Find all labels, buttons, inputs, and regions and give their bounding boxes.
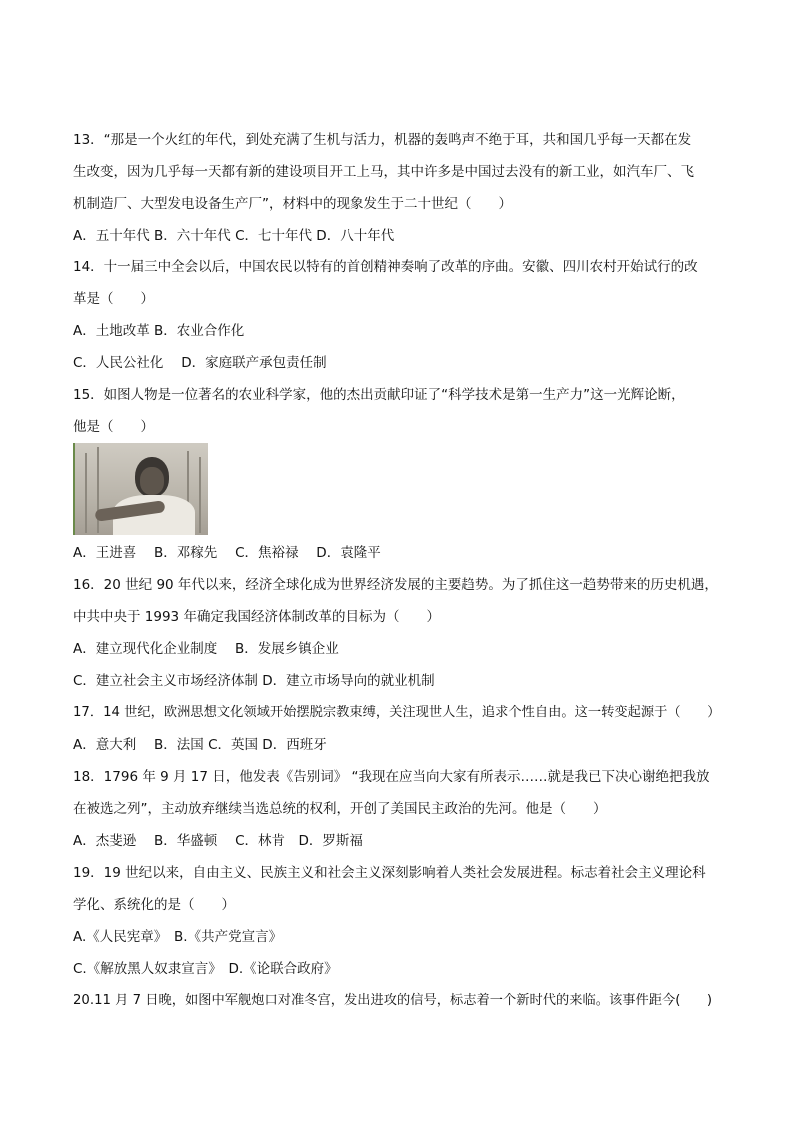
q14-options-2: C．人民公社化 D．家庭联产承包责任制 (73, 355, 327, 371)
q17-line-1: 17．14 世纪，欧洲思想文化领域开始摆脱宗教束缚，关注现世人生，追求个性自由。这一转变起源于（ ） (73, 705, 721, 720)
q16-options-1: A．建立现代化企业制度 B．发展乡镇企业 (73, 641, 339, 657)
q15-line-2: 他是（ ） (73, 419, 154, 435)
q14-options-1: A．土地改革 B．农业合作化 (73, 323, 245, 339)
q19-options-1: A.《人民宪章》 B.《共产党宣言》 (73, 929, 283, 945)
agronomist-photo (73, 443, 208, 535)
q18-line-1: 18．1796 年 9 月 17 日，他发表《告别词》 “我现在应当向大家有所表示……就是我已下决心谢绝把我放 (73, 769, 710, 785)
q19-line-1: 19．19 世纪以来，自由主义、民族主义和社会主义深刻影响着人类社会发展进程。标志着社会主义理论科 (73, 865, 706, 881)
q13-options: A．五十年代 B．六十年代 C．七十年代 D．八十年代 (73, 228, 395, 244)
q15-line-1: 15．如图人物是一位著名的农业科学家，他的杰出贡献印证了“科学技术是第一生产力”这一光辉论断， (73, 387, 685, 403)
q16-line-2: 中共中央于 1993 年确定我国经济体制改革的目标为（ ） (73, 609, 440, 625)
q18-options: A．杰斐逊 B．华盛顿 C．林肯 D．罗斯福 (73, 833, 363, 849)
q17-options: A．意大利 B．法国 C．英国 D．西班牙 (73, 737, 327, 753)
q14-line-2: 革是（ ） (73, 291, 154, 307)
q20-line-1: 20.11 月 7 日晚，如图中军舰炮口对准冬宫，发出进攻的信号，标志着一个新时代的来临。该事件距今( ) (73, 993, 713, 1008)
q13-line-3: 机制造厂、大型发电设备生产厂”，材料中的现象发生于二十世纪（ ） (73, 196, 512, 212)
q19-options-2: C.《解放黑人奴隶宣言》 D.《论联合政府》 (73, 961, 338, 977)
q14-line-1: 14．十一届三中全会以后，中国农民以特有的首创精神奏响了改革的序曲。安徽、四川农村开始试行的改 (73, 259, 698, 275)
q18-line-2: 在被选之列”，主动放弃继续当选总统的权利，开创了美国民主政治的先河。他是（ ） (73, 801, 607, 817)
q16-line-1: 16．20 世纪 90 年代以来，经济全球化成为世界经济发展的主要趋势。为了抓住这一趋势带来的历史机遇， (73, 577, 718, 593)
q19-line-2: 学化、系统化的是（ ） (73, 897, 235, 913)
q13-line-2: 生改变，因为几乎每一天都有新的建设项目开工上马，其中许多是中国过去没有的新工业，如汽车厂、飞 (73, 164, 694, 180)
q15-options: A．王进喜 B．邓稼先 C．焦裕禄 D．袁隆平 (73, 545, 381, 561)
q13-line-1: 13．“那是一个火红的年代，到处充满了生机与活力，机器的轰鸣声不绝于耳，共和国几乎每一天都在发 (73, 132, 692, 148)
q16-options-2: C．建立社会主义市场经济体制 D．建立市场导向的就业机制 (73, 673, 435, 689)
